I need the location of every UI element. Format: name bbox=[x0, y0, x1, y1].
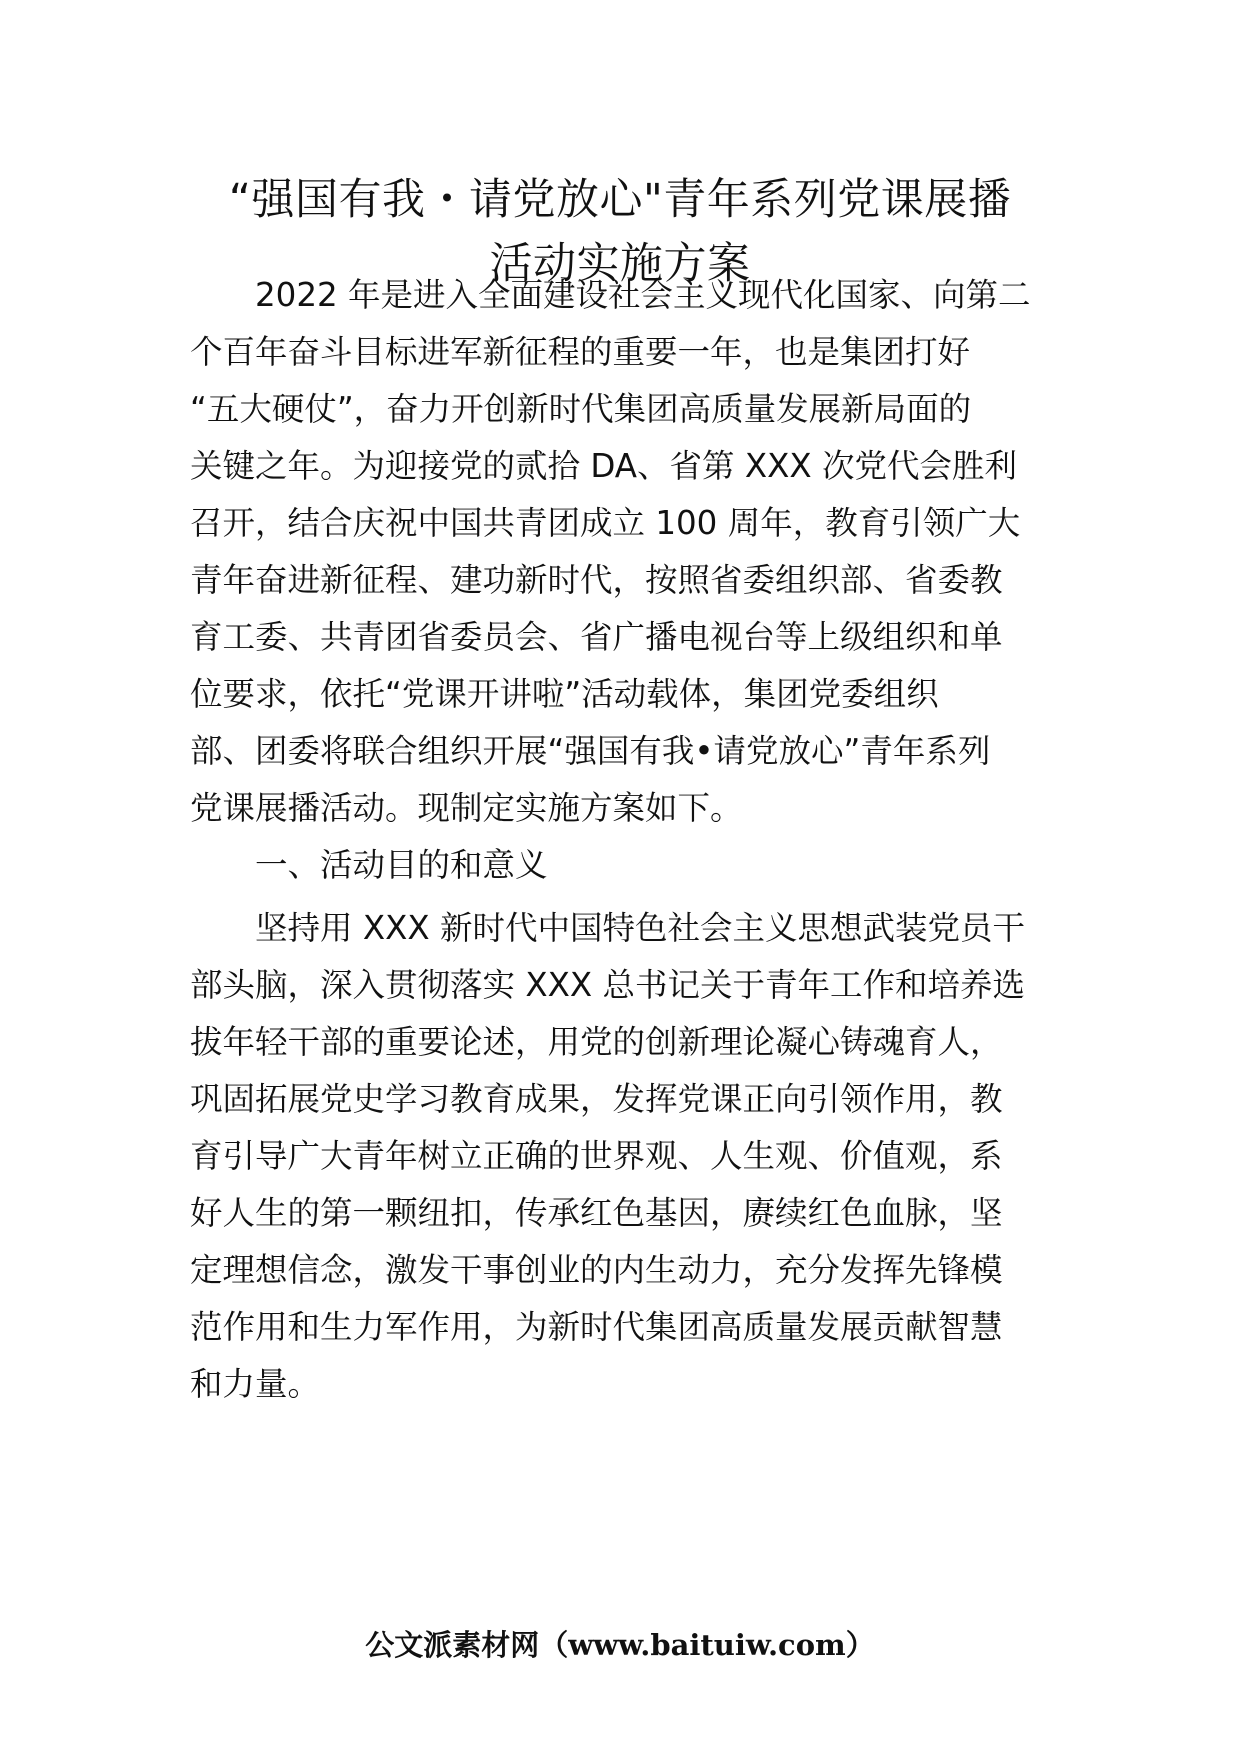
paragraph-2-line-8: 范作用和生力军作用，为新时代集团高质量发展贡献智慧 bbox=[190, 1308, 1003, 1346]
paragraph-2-line-9: 和力量。 bbox=[190, 1365, 321, 1403]
paragraph-2-line-3: 拔年轻干部的重要论述，用党的创新理论凝心铸魂育人， bbox=[190, 1023, 1003, 1061]
paragraph-1-line-4: 关键之年。为迎接党的贰拾 DA、省第 XXX 次党代会胜利 bbox=[190, 447, 1017, 485]
paragraph-2-line-2: 部头脑，深入贯彻落实 XXX 总书记关于青年工作和培养选 bbox=[190, 966, 1025, 1004]
paragraph-1-line-1: 2022 年是进入全面建设社会主义现代化国家、向第二 bbox=[255, 276, 1031, 314]
paragraph-2-line-5: 育引导广大青年树立正确的世界观、人生观、价值观，系 bbox=[190, 1137, 1003, 1175]
paragraph-1-line-8: 位要求，依托“党课开讲啦”活动载体，集团党委组织 bbox=[190, 675, 939, 713]
section-heading-1: 一、活动目的和意义 bbox=[255, 846, 548, 884]
paragraph-1-line-5: 召开，结合庆祝中国共青团成立 100 周年，教育引领广大 bbox=[190, 504, 1021, 542]
paragraph-2-line-4: 巩固拓展党史学习教育成果，发挥党课正向引领作用，教 bbox=[190, 1080, 1003, 1118]
document-title-line-1: “强国有我・请党放心"青年系列党课展播 bbox=[228, 175, 1012, 225]
footer-watermark-text: 公文派素材网（www.baituiw.com） bbox=[365, 1628, 875, 1662]
paragraph-1-line-6: 青年奋进新征程、建功新时代，按照省委组织部、省委教 bbox=[190, 561, 1003, 599]
paragraph-2-line-7: 定理想信念，激发干事创业的内生动力，充分发挥先锋模 bbox=[190, 1251, 1003, 1289]
paragraph-1-line-10: 党课展播活动。现制定实施方案如下。 bbox=[190, 789, 743, 827]
paragraph-1-line-9: 部、团委将联合组织开展“强国有我•请党放心”青年系列 bbox=[190, 732, 991, 770]
paragraph-2-line-6: 好人生的第一颗纽扣，传承红色基因，赓续红色血脉，坚 bbox=[190, 1194, 1003, 1232]
paragraph-2-line-1: 坚持用 XXX 新时代中国特色社会主义思想武装党员干 bbox=[255, 909, 1025, 947]
paragraph-1-line-3: “五大硬仗”，奋力开创新时代集团高质量发展新局面的 bbox=[190, 390, 972, 428]
paragraph-1-line-7: 育工委、共青团省委员会、省广播电视台等上级组织和单 bbox=[190, 618, 1003, 656]
paragraph-1-line-2: 个百年奋斗目标进军新征程的重要一年，也是集团打好 bbox=[190, 333, 971, 371]
document-title-line-2: 活动实施方案 bbox=[489, 239, 751, 289]
